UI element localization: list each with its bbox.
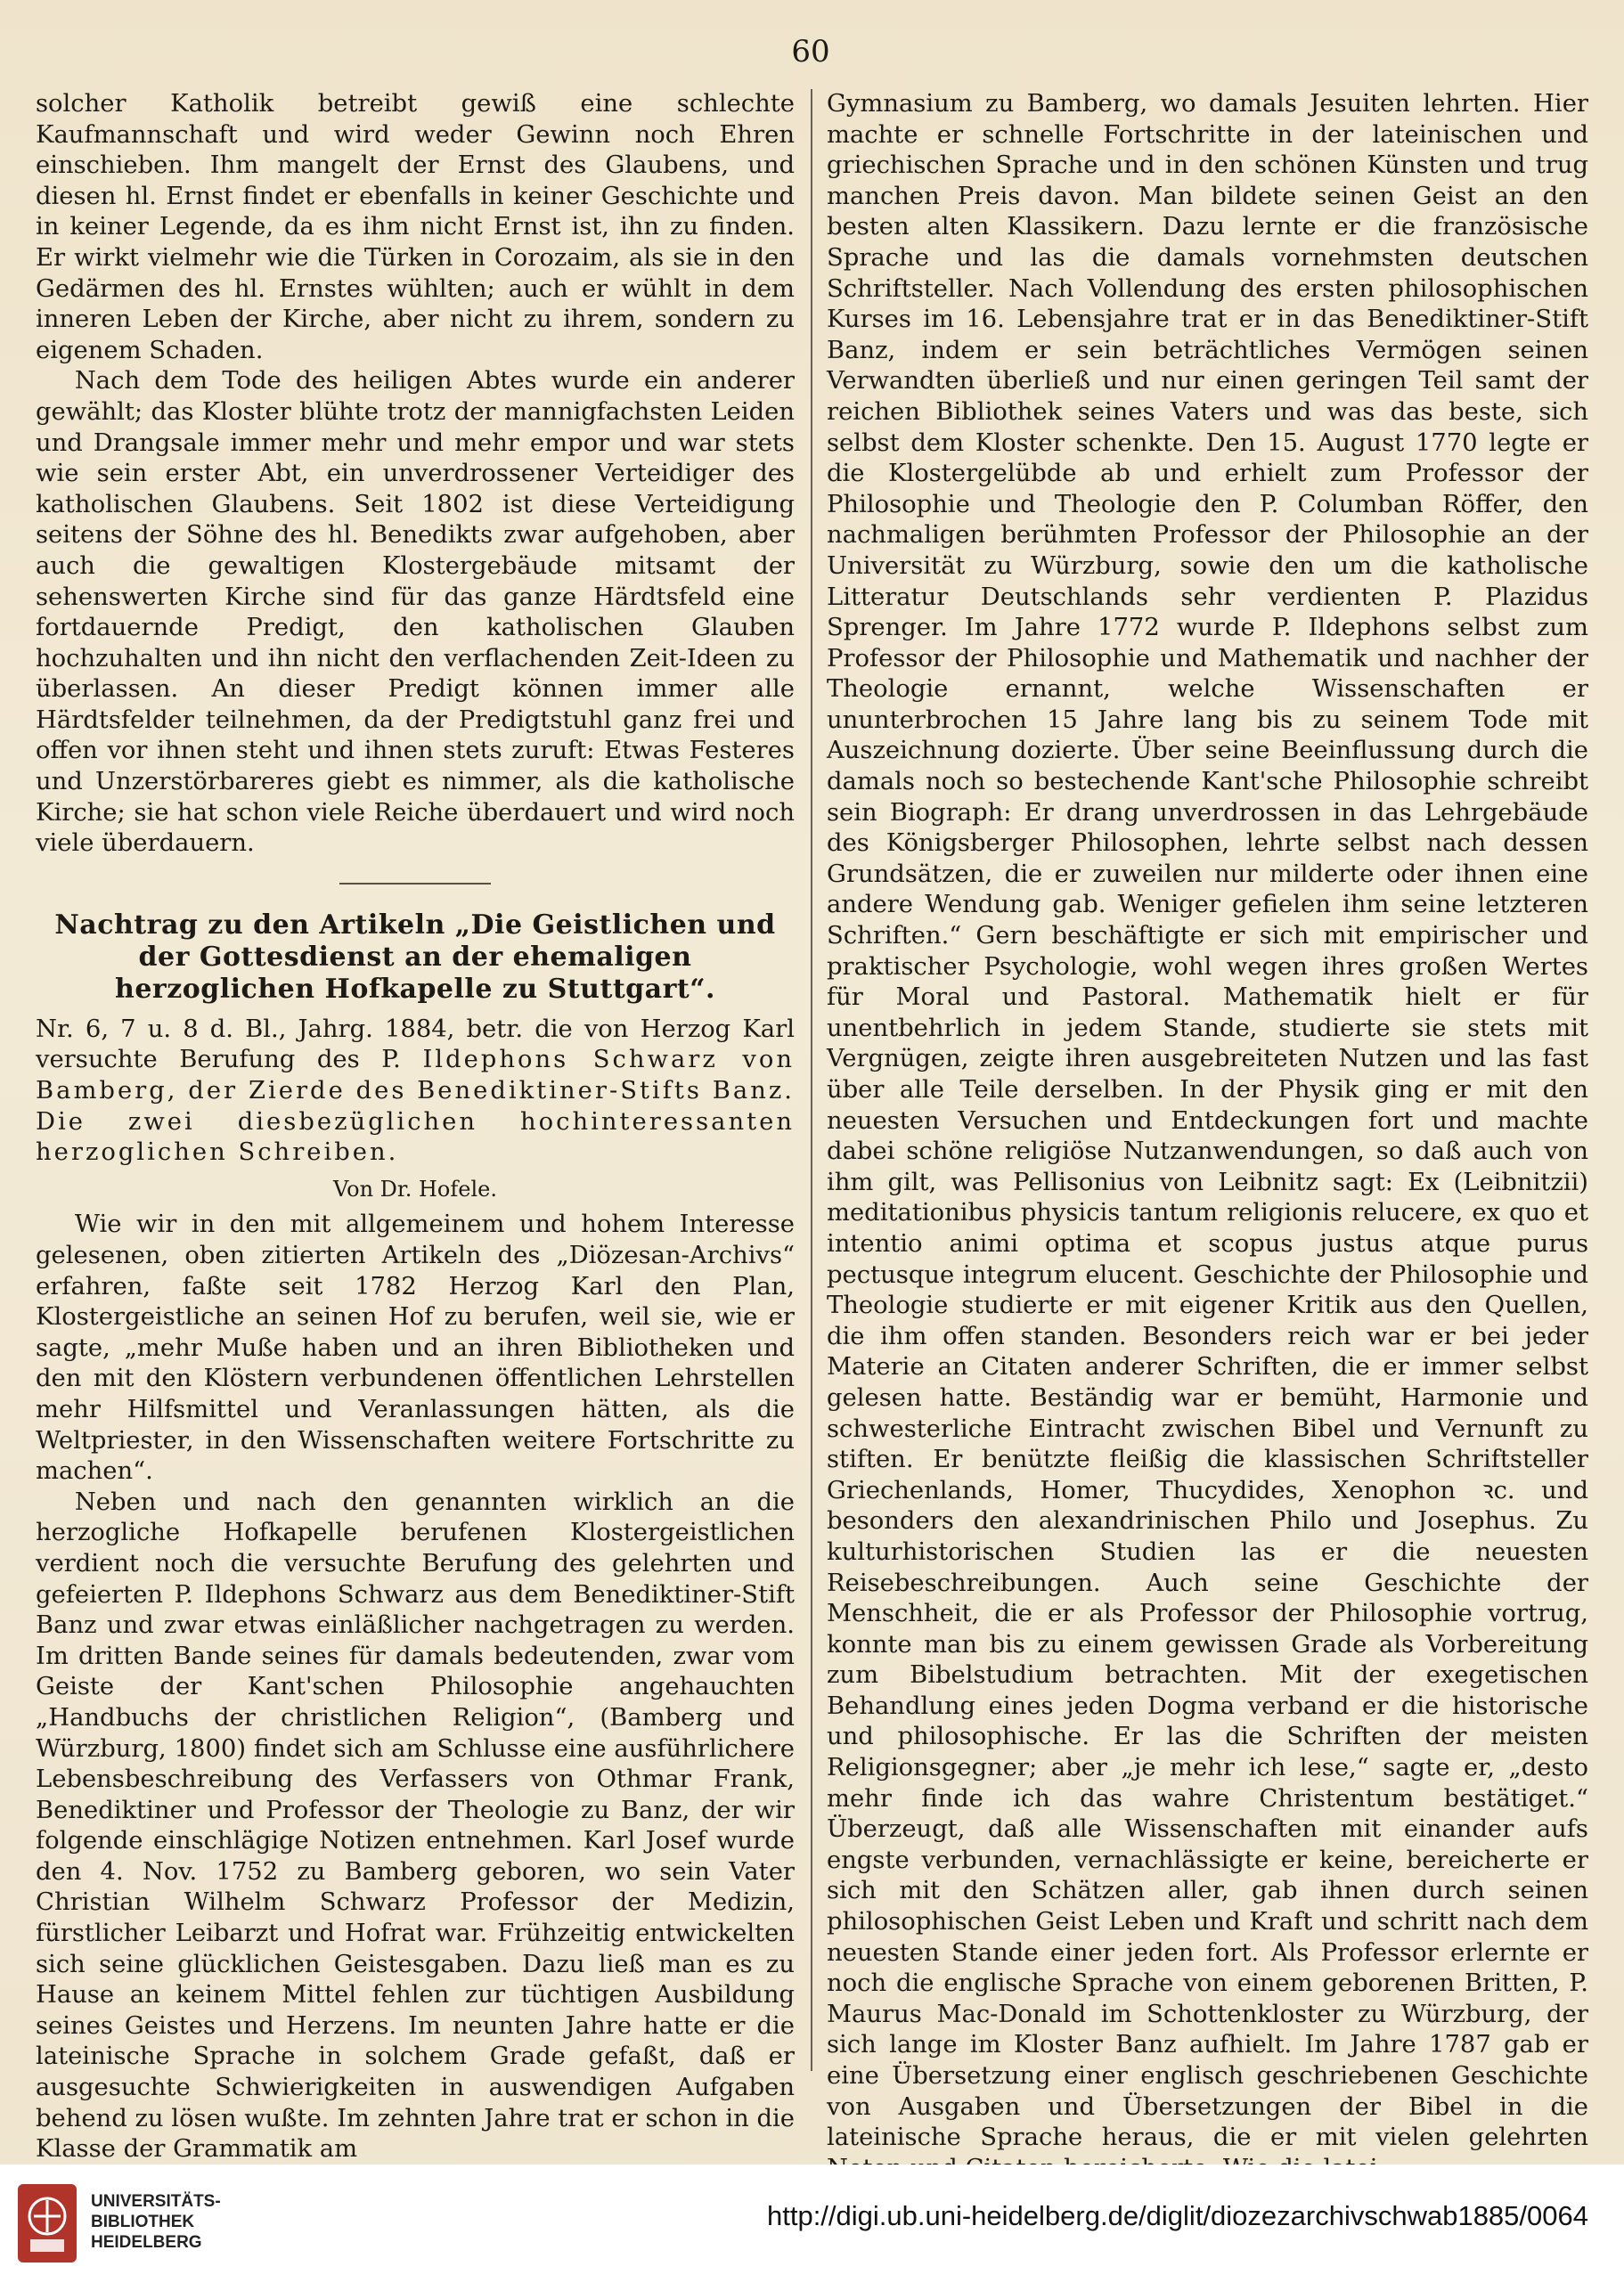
logo-line: BIBLIOTHEK xyxy=(91,2213,195,2231)
university-seal-logo xyxy=(14,2181,80,2266)
column-rule xyxy=(811,89,812,2071)
paragraph: Neben und nach den genannten wirklich an die herzogliche Hofkapelle berufenen Klostergeistlichen verdient noch die versuchte Berufung des gelehrten und gefeierten P. Ildephons Schwarz aus dem Benediktiner-Stift Banz und zwar etwas einläßlicher nachgetragen zu werden. Im dritten Bande seines für damals bedeutenden, zwar vom Geiste der Kant'schen Philosophie angehauchten „Handbuchs der christlichen Religion“, (Bamberg und Würzburg, 1800) findet sich am Schlusse eine ausführlichere Lebensbeschreibung des Verfassers von Othmar Frank, Benediktiner und Professor der Theologie zu Banz, der wir folgende einschlägige Notizen entnehmen. Karl Josef wurde den 4. Nov. 1752 zu Bamberg geboren, wo sein Vater Christian Wilhelm Schwarz Professor der Medizin, fürstlicher Leibarzt und Hofrat war. Frühzeitig entwickelten sich seine glücklichen Geistesgaben. Dazu ließ man es zu Hause an keinem Mittel fehlen zur tüchtigen Ausbildung seines Geistes und Herzens. Im neunten Jahre hatte er die lateinische Sprache in solchem Grade gefaßt, daß er ausgesuchte Schwierigkeiten in auswendigen Aufgaben behend zu lösen wußte. Im zehnten Jahre trat er schon in die Klasse der Grammatik am xyxy=(36,1488,795,2164)
subhead-reference: Nr. 6, 7 u. 8 d. Bl., Jahrg. 1884, betr. die von Herzog Karl versuchte Berufung des P. xyxy=(36,1015,795,1074)
logo-line: HEIDELBERG xyxy=(91,2233,202,2252)
paragraph: Nach dem Tode des heiligen Abtes wurde ein anderer gewählt; das Kloster blühte trotz der mannigfachsten Leiden und Drangsale immer mehr und mehr empor und war stets wie sein erster Abt, ein unverdrossener Verteidiger des katholischen Glaubens. Seit 1802 ist diese Verteidigung seitens der Söhne des hl. Benedikts zwar aufgehoben, aber auch die gewaltigen Klostergebäude mitsamt der sehenswerten Kirche sind für das ganze Härdtsfeld eine fortdauernde Predigt, den katholischen Glauben hochzuhalten und ihn nicht den verflachenden Zeit-Ideen zu überlassen. An dieser Predigt können immer alle Härdtsfelder teilnehmen, da der Predigtstuhl ganz frei und offen vor ihnen steht und ihnen stets zuruft: Etwas Festeres und Unzerstörbareres giebt es nimmer, als die katholische Kirche; sie hat schon viele Reiche überdauert und wird noch viele überdauern. xyxy=(36,367,795,858)
paragraph: Gymnasium zu Bamberg, wo damals Jesuiten lehrten. Hier machte er schnelle Fortschritte in der lateinischen und griechischen Sprache und in den schönen Künsten und trug manchen Preis davon. Man bildete seinen Geist an den besten alten Klassikern. Dazu lernte er die französische Sprache und las die damals vornehmsten deutschen Schriftsteller. Nach Vollendung des ersten philosophischen Kurses im 16. Lebensjahre trat er in das Benediktiner-Stift Banz, indem er sein beträchtliches Vermögen seinen Verwandten überließ und nur einen geringen Teil samt der reichen Bibliothek seines Vaters und was das beste, sich selbst dem Kloster schenkte. Den 15. August 1770 legte er die Klostergelübde ab und erhielt zum Professor der Philosophie und Theologie den P. Columban Röffer, den nachmaligen berühmten Professor der Philosophie an der Universität zu Würzburg, sowie den um die katholische Litteratur Deutschlands sehr verdienten P. Plazidus Sprenger. Im Jahre 1772 wurde P. Ildephons selbst zum Professor der Philosophie und Mathematik und nachher der Theologie ernannt, welche Wissenschaften er ununterbrochen 15 Jahre lang bis zu seinem Tode mit Auszeichnung dozierte. Über seine Beeinflussung durch die damals noch so bestechende Kant'sche Philosophie schreibt sein Biograph: Er drang unverdrossen in das Lehrgebäude des Königsberger Philosophen, lehrte selbst nach dessen Grundsätzen, die er zuweilen nur milderte oder ihnen eine andere Wendung gab. Weniger gefielen ihm seine letzteren Schriften.“ Gern beschäftigte er sich mit empirischer und praktischer Psychologie, wohl wegen ihres großen Wertes für Moral und Pastoral. Mathematik hielt er für unentbehrlich in jedem Stande, studierte sie stets mit Vergnügen, zeigte ihren ausgebreiteten Nutzen und las fast über alle Teile derselben. In der Physik ging er mit den neuesten Versuchen und Entdeckungen fort und machte dabei schöne religiöse Nutzanwendungen, so daß auch von ihm gilt, was Pellisonius von Leibnitz sagt: Ex (Leibnitzii) meditationibus physicis tantum religionis relucere, ex quo et intentio animi optima et scopus justus atque purus pectusque integrum elucent. Geschichte der Philosophie und Theologie studierte er mit eigener Kritik aus den Quellen, die ihm offen standen. Besonders reich war er bei jeder Materie an Citaten anderer Schriften, die er immer selbst gelesen hatte. Beständig war er bemüht, Harmonie und schwesterliche Eintracht zwischen Bibel und Vernunft zu stiften. Er benützte fleißig die klassischen Schriftsteller Griechenlands, Homer, Thucydides, Xenophon ꝛc. und besonders den alexandrinischen Philo und Josephus. Zu kulturhistorischen Studien las er die neuesten Reisebeschreibungen. Auch seine Geschichte der Menschheit, die er als Professor der Philosophie vortrug, konnte man bis zu einem gewissen Grade als Vorbereitung zum Bibelstudium betrachten. Mit der exegetischen Behandlung eines jeden Dogma verband er die historische und philosophische. Er las die Schriften der meisten Religionsgegner; aber „je mehr ich lese,“ sagte er, „desto mehr finde ich das wahre Christentum bestätiget.“ Überzeugt, daß alle Wissenschaften mit einander aufs engste verbunden, vernachlässigte er keine, bereicherte er sich mit den Schätzen aller, gab ihnen durch seinen philosophischen Geist Leben und Kraft und schritt nach dem neuesten Stande einer jeden fort. Als Professor erlernte er noch die englische Sprache von einem geborenen Britten, P. Maurus Mac-Donald im Schottenkloster zu Würzburg, der sich lange im Kloster Banz aufhielt. Im Jahre 1787 gab er eine Übersetzung einer englisch geschriebenen Geschichte von Ausgaben und Übersetzungen der Bibel in die lateinische Sprache heraus, die er mit vielen gelehrten xyxy=(827,90,1588,2152)
logo-line: UNIVERSITÄTS- xyxy=(91,2192,221,2211)
left-column xyxy=(36,89,796,2164)
source-url[interactable]: http://digi.ub.uni-heidelberg.de/diglit/diozezarchivschwab1885/0064 xyxy=(766,2200,1588,2231)
subhead-title: Ildephons Schwarz von Bamberg, der Zierde des Benediktiner-Stifts Banz. Die zwei diesbezüglichen hochinteressanten herzoglichen Schreiben. xyxy=(36,1046,796,1167)
paragraph: solcher Katholik betreibt gewiß eine schlechte Kaufmannschaft und wird weder Gewinn noch Ehren einschieben. Ihm mangelt der Ernst des Glaubens, und diesen hl. Ernst findet er ebenfalls in keiner Geschichte und in keiner Legende, da es ihm nicht Ernst ist, ihn zu finden. Er wirkt vielmehr wie die Türken in Corozaim, als sie in den Gedärmen des hl. Ernstes wühlten; auch er wühlt in dem inneren Leben der Kirche, aber nicht zu ihrem, sondern zu eigenem Schaden. xyxy=(36,90,795,364)
paragraph: Wie wir in den mit allgemeinem und hohem Interesse gelesenen, oben zitierten Artikeln des „Diözesan-Archivs“ erfahren, faßte seit 1782 Herzog Karl den Plan, Klostergeistliche an seinen Hof zu berufen, weil sie, wie er sagte, „mehr Muße haben und an ihren Bibliotheken und den mit den Klöstern verbundenen öffentlichen Lehrstellen mehr Hilfsmittel und Veranlassungen hätten, als die Weltpriester, in den Wissenschaften weitere Fortschritte zu machen“. xyxy=(36,1211,795,1486)
right-column xyxy=(827,89,1588,2152)
article-subhead xyxy=(36,1015,795,1169)
byline: Von Dr. Hofele. xyxy=(333,1176,497,1202)
library-logo-text xyxy=(91,2191,287,2253)
section-divider xyxy=(339,883,491,885)
article-heading: Nachtrag zu den Artikeln „Die Geistlichen und der Gottesdienst an der ehemaligen herzoglichen Hofkapelle zu Stuttgart“. xyxy=(54,909,776,1005)
page-number: 60 xyxy=(791,34,830,69)
